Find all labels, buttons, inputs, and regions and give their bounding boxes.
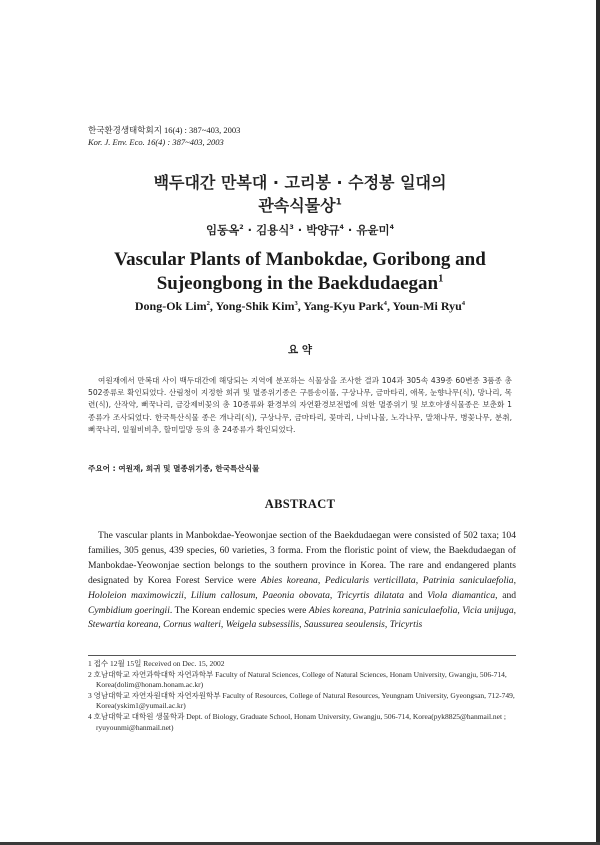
abstract-korean-body: 여원재에서 만복대 사이 백두대간에 해당되는 지역에 분포하는 식물상을 조사한 결과 104과 305속 439종 60변종 3품종 총 502종류로 확인되었다. 산림청이 지정한 희귀 및 멸종위기종은 구름송이풀, 구상나무, 금마타리, 애목, 눈향나무(식), 망나리, 목련(식), 산작약, 뻐꾹나리, 금강제비꽃의 총 10종류와 환경부의 자연환경보전법에 의한 멸종위기 및 보호야생식물종은 보춘화 1종류가 조사되었다. 한국특산식물 종은 개나리(식), 구상나무, 금마타리, 꽃마리, 나비나물, 노각나무, 말채나무, 병꽃나무, 분취, 뻐꾹나리, 일월비비추, 할미밀망 등의 총 24종류가 확인되었다. xyxy=(88,376,512,434)
author-en-separator: , xyxy=(297,299,304,313)
author-en-name: Yong-Shik Kim xyxy=(215,299,295,313)
journal-citation-en: Kor. J. Env. Eco. 16(4) : 387~403, 2003 xyxy=(88,137,224,147)
abstract-text: , xyxy=(299,619,304,631)
abstract-text: The vascular plants in Manbokdae-Yeowonjae section of the Baekdudaegan were consisted of 502 taxa; 104 families, 305 genus, 439 species, 60 varieties, 3 forma. From the floristic point of view, the Baekdudaegan of Manbokdae-Yeowonjae section belongs to the southern province in Korea. The rare and endangered plants designated by Korea Forest Service were xyxy=(88,530,516,586)
title-korean xyxy=(0,171,600,217)
abstract-text: , xyxy=(158,619,164,631)
abstract-text: , xyxy=(255,589,263,601)
author-kr-name: 임동옥 xyxy=(205,223,240,237)
author-kr-separator: · xyxy=(243,223,257,237)
abstract-korean-heading: 요 약 xyxy=(288,344,312,356)
title-english-footnote-mark: 1 xyxy=(438,273,444,285)
species-name: Weigela subsessilis xyxy=(225,619,300,631)
species-name: Hololeion maximowiczii xyxy=(88,589,184,601)
abstract-text: , xyxy=(363,604,369,616)
author-kr-affiliation-mark: 2 xyxy=(239,224,244,232)
authors-korean xyxy=(0,222,600,238)
species-name: Viola diamantica xyxy=(427,589,496,601)
abstract-text: , xyxy=(513,574,517,586)
abstract-text: , and xyxy=(495,589,517,601)
title-english-line2 xyxy=(0,272,600,296)
abstract-text: , xyxy=(183,589,191,601)
author-en-name: Yang-Kyu Park xyxy=(303,299,384,313)
abstract-text: , xyxy=(384,619,390,631)
abstract-english-heading: ABSTRACT xyxy=(264,497,336,511)
author-en-affiliation-mark: 2 xyxy=(206,300,210,307)
abstract-text: and xyxy=(404,589,428,601)
footnote-item: 2 호남대학교 자연과학대학 자연과학부 Faculty of Natural Sciences, College of Natural Sciences, Honam University, Gwangju, 506-714, Korea(dolim@honam.honam.ac.kr) xyxy=(88,669,507,690)
abstract-english-body xyxy=(88,529,516,633)
scan-edge-right xyxy=(596,0,600,845)
abstract-text: , xyxy=(329,589,337,601)
species-name: Cymbidium goeringii xyxy=(88,604,170,616)
title-english-line2-text: Sujeongbong in the Baekdudaegan xyxy=(156,273,439,294)
authors-english xyxy=(0,299,600,314)
footnote-item: 4 호남대학교 대학원 생물학과 Dept. of Biology, Graduate School, Honam University, Gwangju, 506-714, Korea(pyk8825@hanmail.net ; ryuyounmi@hanmail.net) xyxy=(88,711,507,732)
author-en-affiliation-mark: 4 xyxy=(461,300,466,307)
title-korean-line2-text: 관속식물상 xyxy=(258,196,336,215)
abstract-text: , xyxy=(513,604,517,616)
keywords: 주요어 : 여원재, 희귀 및 멸종위기종, 한국특산식물 xyxy=(88,464,260,473)
abstract-text: , xyxy=(317,574,325,586)
author-en-affiliation-mark: 4 xyxy=(383,300,387,307)
author-en-name: Dong-Ok Lim xyxy=(134,299,207,313)
species-name: Abies koreana xyxy=(308,604,364,616)
abstract-text: , xyxy=(415,574,423,586)
author-en-affiliation-mark: 3 xyxy=(294,300,298,307)
species-name: Tricyrtis xyxy=(389,619,423,631)
species-name: Patrinia saniculaefolia xyxy=(368,604,458,616)
journal-citation-kr: 한국환경생태학회지 16(4) : 387~403, 2003 xyxy=(88,125,241,135)
species-name: Pedicularis verticillata xyxy=(324,574,416,586)
species-name: Vicia unijuga xyxy=(462,604,514,616)
footnote-divider xyxy=(88,655,516,656)
author-en-name: Youn-Mi Ryu xyxy=(392,299,462,313)
species-name: Lilium callosum xyxy=(190,589,256,601)
title-english-line1: Vascular Plants of Manbokdae, Goribong and xyxy=(114,249,486,270)
species-name: Patrinia saniculaefolia xyxy=(422,574,514,586)
species-name: Stewartia koreana xyxy=(88,619,159,631)
author-kr-affiliation-mark: 4 xyxy=(389,224,395,232)
species-name: Paeonia obovata xyxy=(262,589,330,601)
author-kr-separator: · xyxy=(343,223,357,237)
title-korean-line1: 백두대간 만복대 · 고리봉 · 수정봉 일대의 xyxy=(153,173,447,192)
author-kr-affiliation-mark: 4 xyxy=(339,224,344,232)
abstract-text: , xyxy=(220,619,226,631)
footnotes xyxy=(88,659,518,733)
author-kr-name: 김용식 xyxy=(256,223,290,237)
species-name: Saussurea seoulensis xyxy=(303,619,385,631)
author-kr-name: 박양규 xyxy=(306,223,340,237)
author-en-separator: , xyxy=(386,299,393,313)
title-korean-line2 xyxy=(0,194,600,217)
author-kr-affiliation-mark: 3 xyxy=(289,224,294,232)
author-kr-name: 유윤미 xyxy=(356,223,390,237)
author-en-separator: , xyxy=(209,299,216,313)
title-english xyxy=(0,248,600,296)
journal-citation xyxy=(88,124,240,148)
abstract-text: , xyxy=(457,604,463,616)
species-name: Cornus walteri xyxy=(163,619,221,631)
species-name: Tricyrtis dilatata xyxy=(336,589,405,601)
abstract-text: . The Korean endemic species were xyxy=(169,604,309,616)
author-kr-separator: · xyxy=(293,223,307,237)
footnote-item: 3 영남대학교 자연자원대학 자연자원학부 Faculty of Resources, College of Natural Resources, Yeungnam University, Gyeongsan, 712-749, Korea(yskim1@yumail.ac.kr) xyxy=(88,690,515,711)
footnote-item: 1 접수 12월 15일 Received on Dec. 15, 2002 xyxy=(88,659,225,668)
title-korean-footnote-mark: 1 xyxy=(335,197,342,208)
species-name: Abies koreana xyxy=(260,574,318,586)
